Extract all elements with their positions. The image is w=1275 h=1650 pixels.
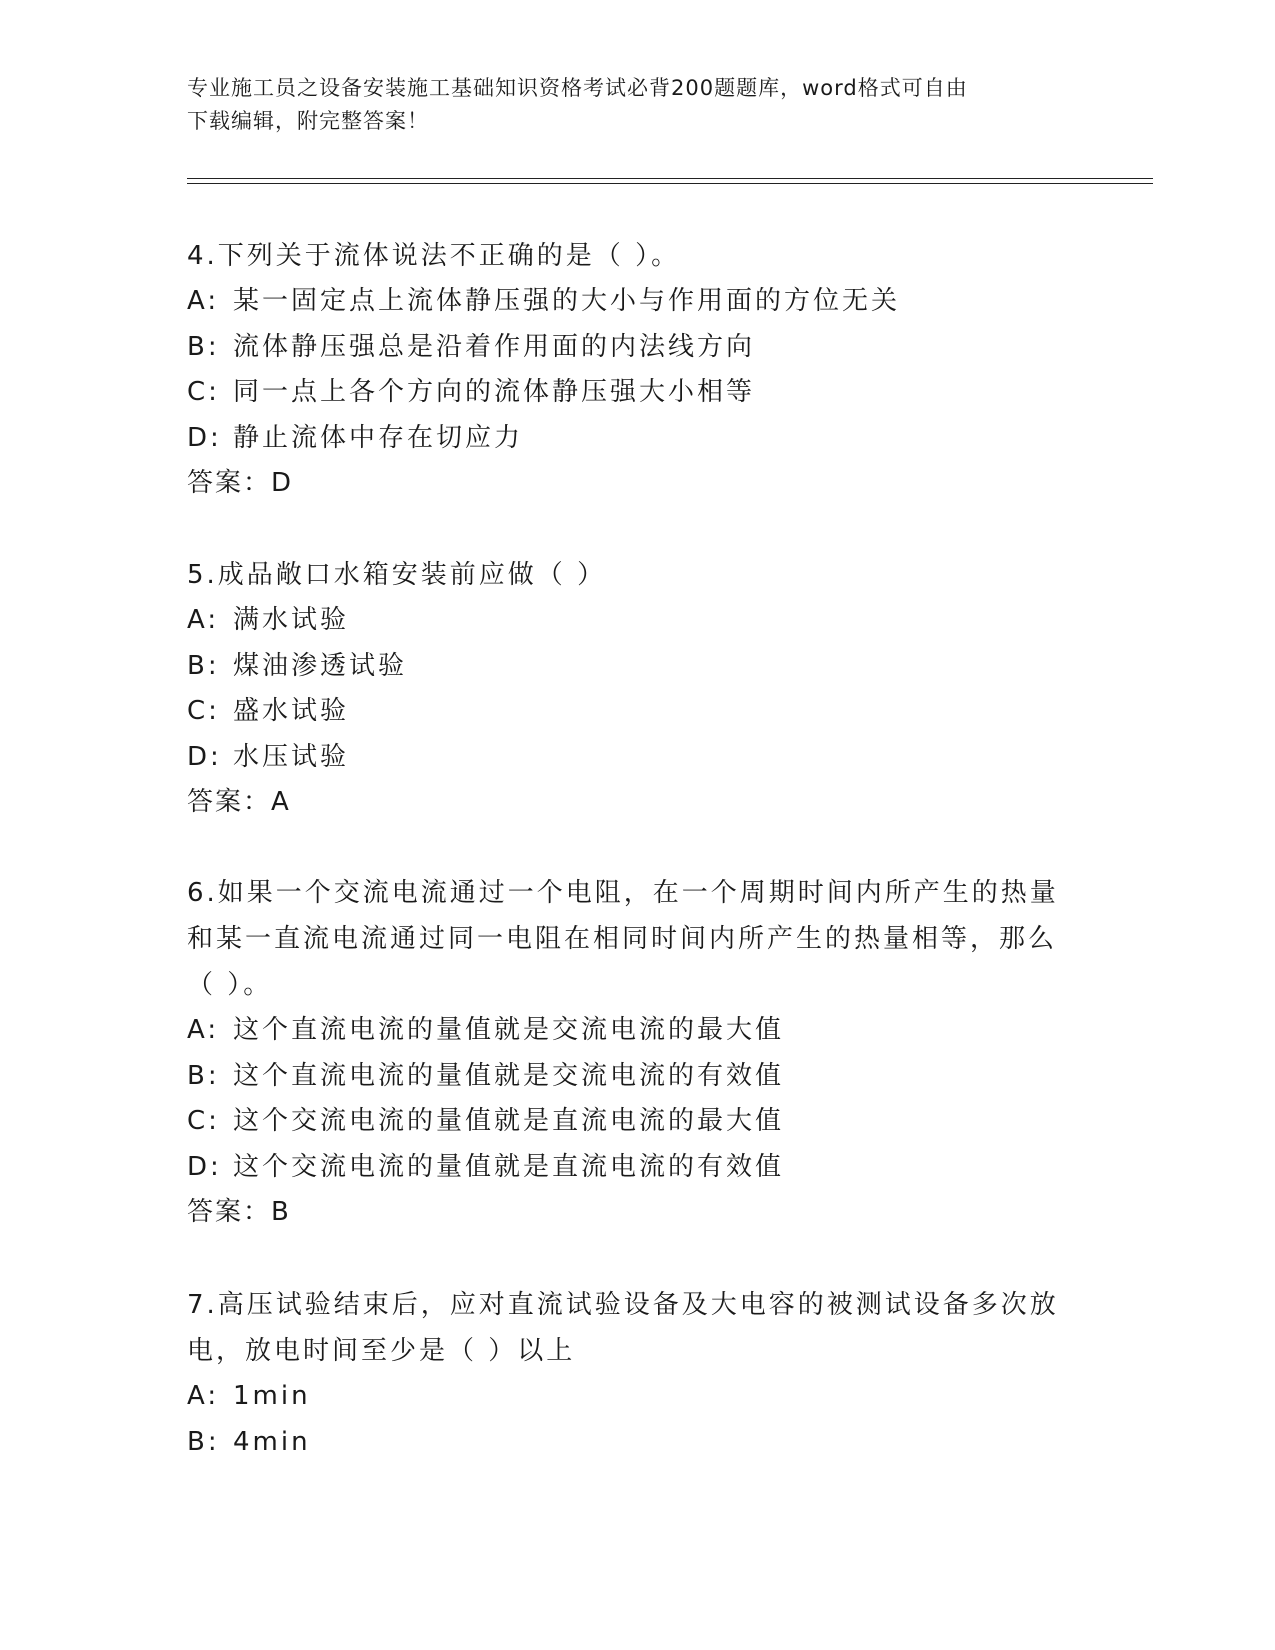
question-7 — [187, 1282, 1067, 1465]
option-key: D: — [187, 741, 222, 772]
question-4 — [187, 233, 1067, 507]
option-c — [187, 1099, 1067, 1145]
option-key: D: — [187, 1151, 222, 1182]
option-key: B: — [187, 1426, 220, 1457]
option-a — [187, 1008, 1067, 1054]
option-text: 这个交流电流的量值就是直流电流的有效值 — [233, 1151, 785, 1182]
option-key: A: — [187, 1381, 220, 1411]
option-text: 这个直流电流的量值就是交流电流的有效值 — [233, 1060, 785, 1091]
option-text: 满水试验 — [233, 605, 350, 635]
option-text: 盛水试验 — [233, 696, 350, 726]
option-a — [187, 1374, 1067, 1420]
header-divider-top — [187, 178, 1153, 179]
option-key: B: — [187, 1060, 220, 1091]
option-key: A: — [187, 286, 220, 316]
option-text: 1min — [233, 1381, 311, 1411]
header-divider-bottom — [187, 183, 1153, 184]
option-a — [187, 279, 1067, 325]
option-d — [187, 735, 1067, 781]
question-stem: 7.高压试验结束后，应对直流试验设备及大电容的被测试设备多次放电，放电时间至少是（ ）以上 — [187, 1290, 1059, 1366]
answer-label: 答案：A — [187, 787, 291, 817]
option-key: C: — [187, 696, 220, 726]
option-text: 4min — [233, 1426, 311, 1457]
option-b — [187, 1420, 1067, 1466]
option-text: 流体静压强总是沿着作用面的内法线方向 — [233, 331, 756, 362]
header-line-2: 下载编辑，附完整答案！ — [187, 109, 429, 133]
question-5 — [187, 552, 1067, 826]
option-text: 这个直流电流的量值就是交流电流的最大值 — [233, 1015, 785, 1045]
option-d — [187, 1145, 1067, 1191]
question-6 — [187, 870, 1067, 1236]
option-a — [187, 598, 1067, 644]
option-text: 同一点上各个方向的流体静压强大小相等 — [233, 377, 756, 407]
option-text: 静止流体中存在切应力 — [233, 422, 524, 453]
option-key: A: — [187, 605, 220, 635]
option-d — [187, 416, 1067, 462]
option-key: D: — [187, 422, 222, 453]
option-key: C: — [187, 377, 220, 407]
answer-label: 答案：B — [187, 1197, 291, 1227]
answer-label: 答案：D — [187, 468, 294, 498]
option-c — [187, 689, 1067, 735]
option-b — [187, 644, 1067, 690]
option-key: A: — [187, 1015, 220, 1045]
option-key: B: — [187, 331, 220, 362]
option-text: 某一固定点上流体静压强的大小与作用面的方位无关 — [233, 286, 901, 316]
option-key: C: — [187, 1106, 220, 1136]
question-stem: 4.下列关于流体说法不正确的是（ ）。 — [187, 241, 681, 271]
header-line-1: 专业施工员之设备安装施工基础知识资格考试必背200题题库，word格式可自由 — [187, 76, 968, 100]
question-stem: 5.成品敞口水箱安装前应做（ ） — [187, 560, 607, 590]
option-text: 水压试验 — [233, 741, 350, 772]
question-stem: 6.如果一个交流电流通过一个电阻，在一个周期时间内所产生的热量和某一直流电流通过同一电阻在相同时间内所产生的热量相等，那么（ ）。 — [187, 878, 1059, 1000]
document-header — [187, 72, 1067, 138]
option-c — [187, 370, 1067, 416]
option-key: B: — [187, 650, 220, 681]
option-text: 这个交流电流的量值就是直流电流的最大值 — [233, 1106, 785, 1136]
option-b — [187, 1054, 1067, 1100]
option-b — [187, 325, 1067, 371]
option-text: 煤油渗透试验 — [233, 650, 408, 681]
